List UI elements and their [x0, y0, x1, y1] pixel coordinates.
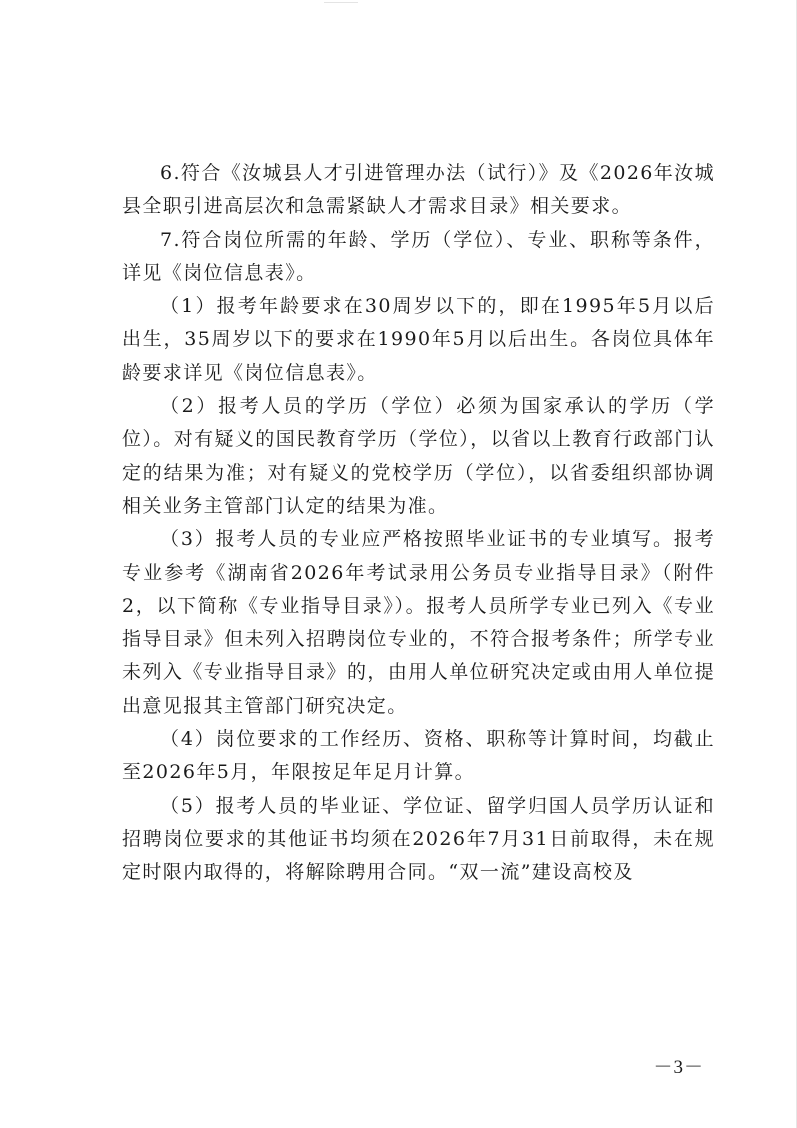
paragraph-requirement-6: 6.符合《汝城县人才引进管理办法（试行）》及《2026年汝城县全职引进高层次和急需紧缺人才需求目录》相关要求。 — [122, 162, 715, 218]
document-body — [122, 157, 715, 890]
page-number: －3－ — [653, 1057, 704, 1078]
paragraph-education-requirement: （2）报考人员的学历（学位）必须为国家承认的学历（学位）。对有疑义的国民教育学历（学位），以省以上教育行政部门认定的结果为准；对有疑义的党校学历（学位），以省委组织部协调相关业务主管部门认定的结果为准。 — [122, 395, 716, 517]
paragraph-major-requirement: （3）报考人员的专业应严格按照毕业证书的专业填写。报考专业参考《湖南省2026年考试录用公务员专业指导目录》（附件2，以下简称《专业指导目录》）。报考人员所学专业已列入《专业指导目录》但未列入招聘岗位专业的，不符合报考条件；所学专业未列入《专业指导目录》的，由用人单位研究决定或由用人单位提出意见报其主管部门研究决定。 — [122, 528, 715, 717]
paragraph-certificate-requirement: （5）报考人员的毕业证、学位证、留学归国人员学历认证和招聘岗位要求的其他证书均须在2026年7月31日前取得，未在规定时限内取得的，将解除聘用合同。“双一流”建设高校及 — [122, 794, 715, 884]
paragraph-age-requirement: （1）报考年龄要求在30周岁以下的，即在1995年5月以后出生，35周岁以下的要求在1990年5月以后出生。各岗位具体年龄要求详见《岗位信息表》。 — [122, 295, 715, 384]
paragraph-experience-requirement: （4）岗位要求的工作经历、资格、职称等计算时间，均截止至2026年5月，年限按足年足月计算。 — [122, 728, 715, 784]
scan-mark — [324, 2, 358, 6]
paragraph-requirement-7: 7.符合岗位所需的年龄、学历（学位）、专业、职称等条件，详见《岗位信息表》。 — [122, 228, 715, 284]
